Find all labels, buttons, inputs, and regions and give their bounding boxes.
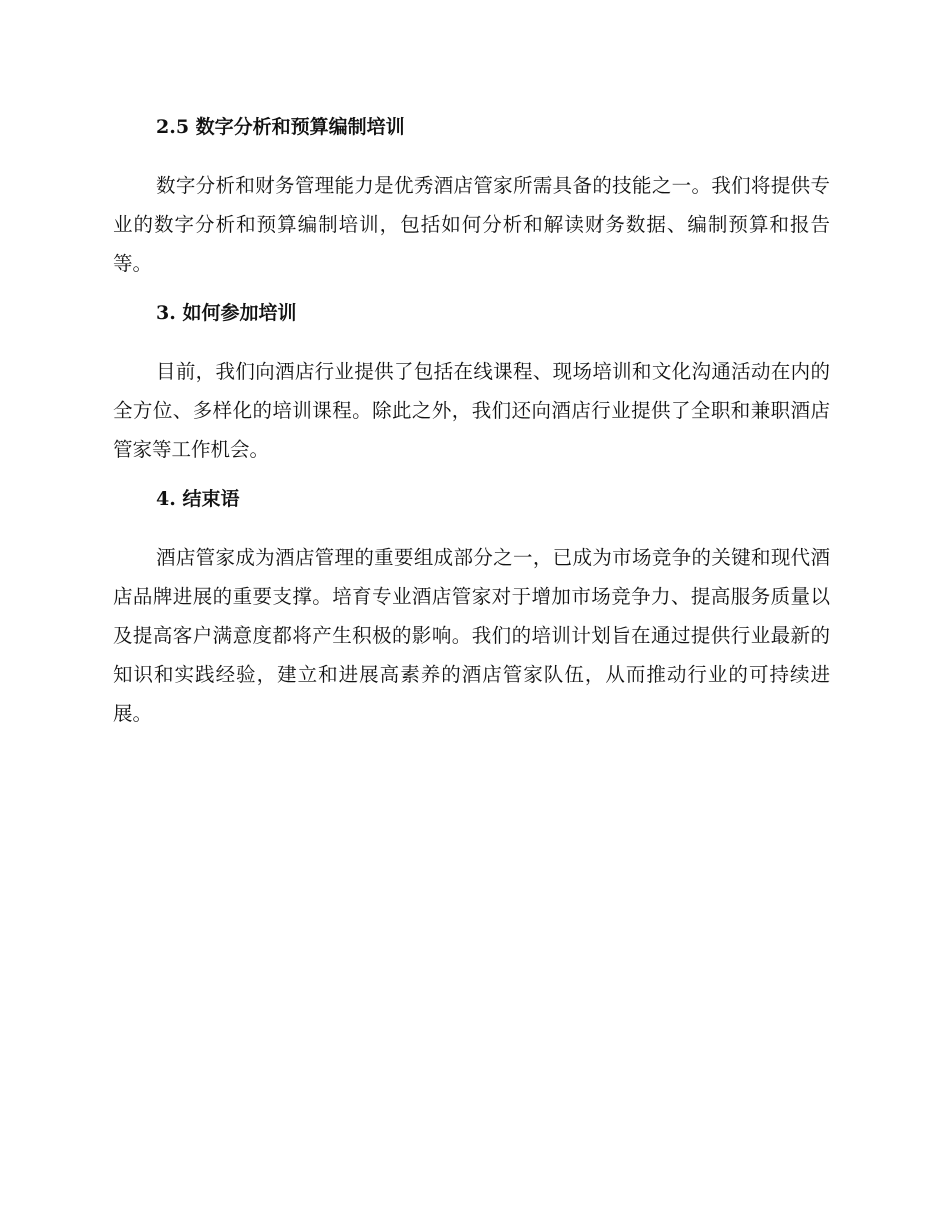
- section-heading: 3. 如何参加培训: [156, 302, 297, 324]
- section-paragraph: 目前，我们向酒店行业提供了包括在线课程、现场培训和文化沟通活动在内的全方位、多样化的培训课程。除此之外，我们还向酒店行业提供了全职和兼职酒店管家等工作机会。: [113, 360, 830, 461]
- section-paragraph: 酒店管家成为酒店管理的重要组成部分之一，已成为市场竞争的关键和现代酒店品牌进展的重要支撑。培育专业酒店管家对于增加市场竞争力、提高服务质量以及提高客户满意度都将产生积极的影响。我们的培训计划旨在通过提供行业最新的知识和实践经验，建立和进展高素养的酒店管家队伍，从而推动行业的可持续进展。: [113, 546, 830, 725]
- section-conclusion: [113, 484, 830, 733]
- section-heading: 4. 结束语: [156, 488, 240, 510]
- section-budget-training: [113, 112, 830, 283]
- section-how-to-join: [113, 298, 830, 469]
- section-paragraph: 数字分析和财务管理能力是优秀酒店管家所需具备的技能之一。我们将提供专业的数字分析和预算编制培训，包括如何分析和解读财务数据、编制预算和报告等。: [113, 174, 830, 275]
- section-heading: 2.5 数字分析和预算编制培训: [156, 116, 405, 138]
